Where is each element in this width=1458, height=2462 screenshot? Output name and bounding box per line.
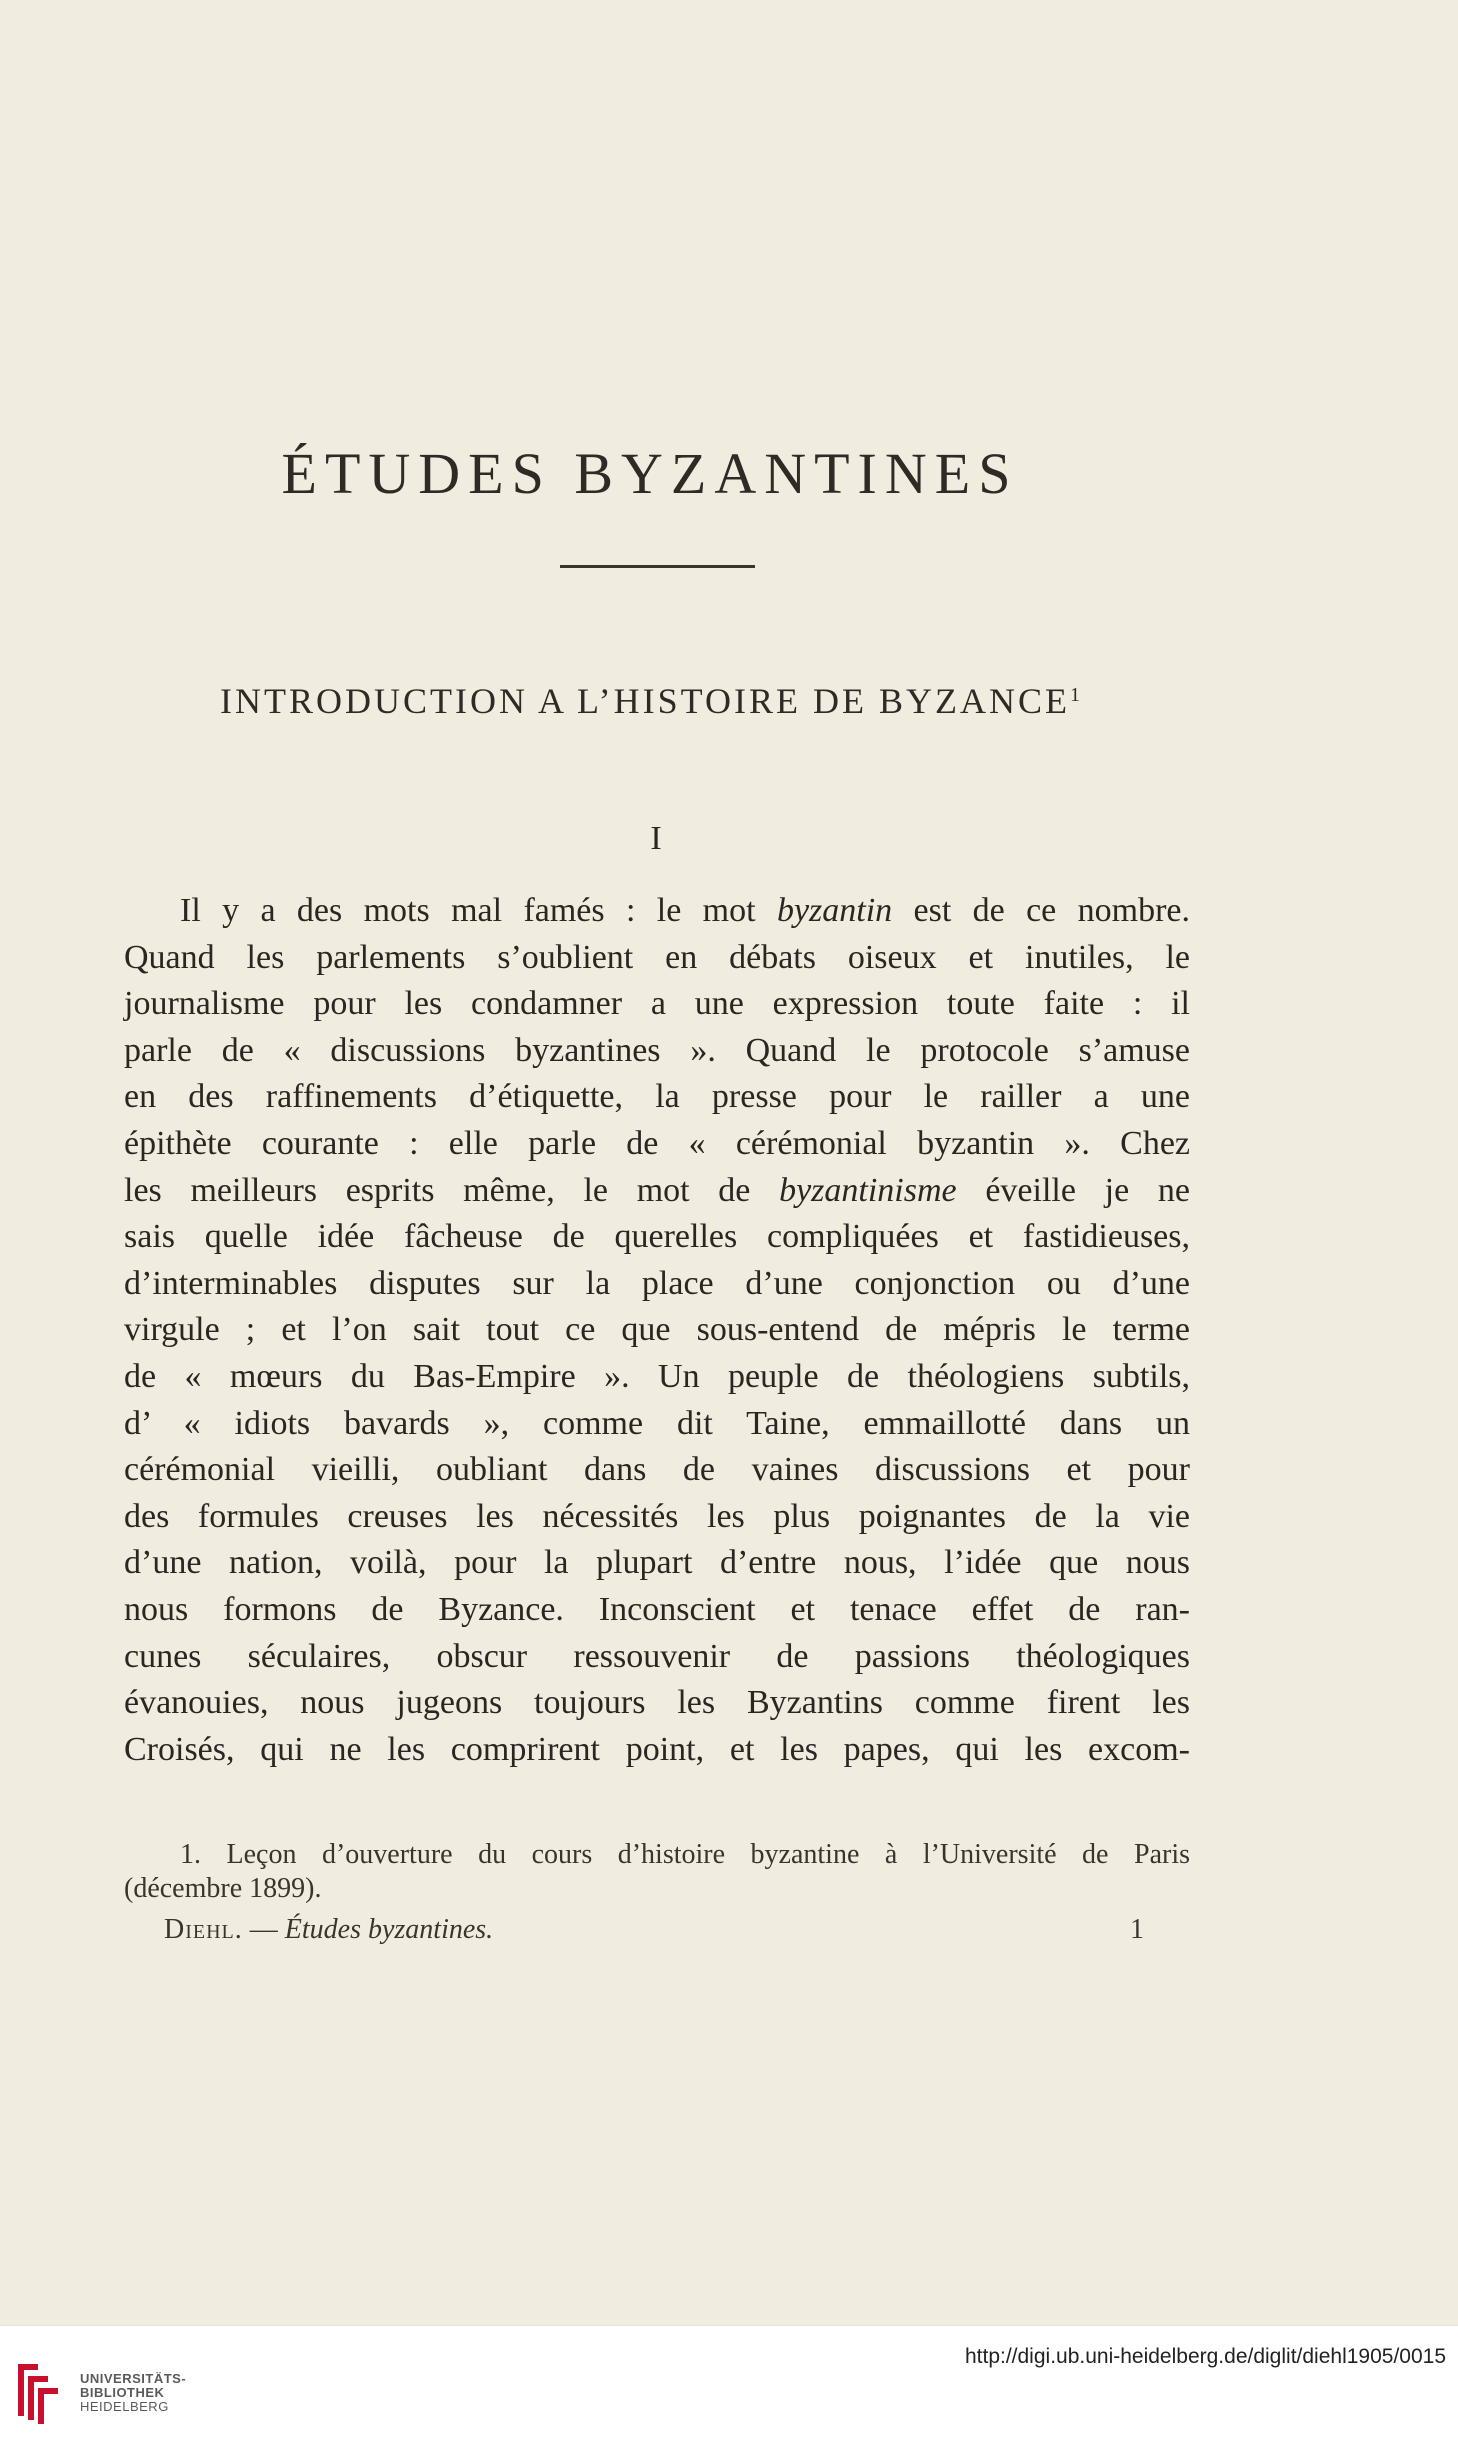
text-line: cérémonial vieilli, oubliant dans de vaines discussions et pour [124, 1451, 1190, 1489]
library-name-line: UNIVERSITÄTS- [80, 2371, 187, 2386]
text-line: de « mœurs du Bas-Empire ». Un peuple de théologiens subtils, [124, 1357, 1190, 1395]
library-name-line: BIBLIOTHEK [80, 2385, 165, 2400]
text-line: Il y a des mots mal famés : le mot byzantin est de ce nombre. [180, 892, 1190, 929]
section-numeral: I [650, 820, 662, 857]
page-number: 1 [1130, 1914, 1144, 1945]
library-name-line: HEIDELBERG [80, 2399, 169, 2414]
footer-book-title: Études byzantines. [284, 1914, 494, 1945]
title-divider [560, 565, 755, 568]
footnote-line: 1. Leçon d’ouverture du cours d’histoire byzantine à l’Université de Paris [180, 1839, 1190, 1870]
text-line: les meilleurs esprits même, le mot de byzantinisme éveille je ne [124, 1171, 1190, 1209]
chapter-title-text: INTRODUCTION A L’HISTOIRE DE BYZANCE [220, 681, 1070, 721]
footer-author: Diehl. [164, 1914, 243, 1945]
text-line: Croisés, qui ne les comprirent point, et les papes, qui les excom- [124, 1730, 1190, 1768]
library-name [80, 2372, 186, 2414]
text-line: journalisme pour les condamner a une expression toute faite : il [124, 985, 1190, 1023]
text-line: cunes séculaires, obscur ressouvenir de passions théologiques [124, 1637, 1190, 1675]
text-line: parle de « discussions byzantines ». Quand le protocole s’amuse [124, 1031, 1190, 1069]
text-line: virgule ; et l’on sait tout ce que sous-entend de mépris le terme [124, 1311, 1190, 1349]
footnote-marker: 1 [1070, 684, 1080, 706]
body-paragraph [124, 888, 1190, 1773]
footer-dash: — [242, 1914, 285, 1945]
text-line: évanouies, nous jugeons toujours les Byzantins comme firent les [124, 1684, 1190, 1722]
text-line: nous formons de Byzance. Inconscient et tenace effet de ran- [124, 1590, 1190, 1628]
footnote-line: (décembre 1899). [124, 1873, 322, 1904]
text-line: sais quelle idée fâcheuse de querelles compliquées et fastidieuses, [124, 1218, 1190, 1256]
text-line: Quand les parlements s’oublient en débats oiseux et inutiles, le [124, 938, 1190, 976]
book-title: ÉTUDES BYZANTINES [281, 441, 1019, 506]
footnote [124, 1838, 1190, 1906]
text-line: d’une nation, voilà, pour la plupart d’entre nous, l’idée que nous [124, 1544, 1190, 1582]
text-line: en des raffinements d’étiquette, la presse pour le railler a une [124, 1078, 1190, 1116]
text-line: d’ « idiots bavards », comme dit Taine, emmaillotté dans un [124, 1404, 1190, 1442]
permalink-url[interactable]: http://digi.ub.uni-heidelberg.de/diglit/diehl1905/0015 [964, 2345, 1446, 2368]
chapter-title [0, 680, 1300, 722]
library-logo-icon [14, 2356, 64, 2426]
text-line: épithète courante : elle parle de « cérémonial byzantin ». Chez [124, 1124, 1190, 1162]
text-line: d’interminables disputes sur la place d’une conjonction ou d’une [124, 1264, 1190, 1302]
running-footer [164, 1914, 1144, 1946]
text-line: des formules creuses les nécessités les plus poignantes de la vie [124, 1497, 1190, 1535]
